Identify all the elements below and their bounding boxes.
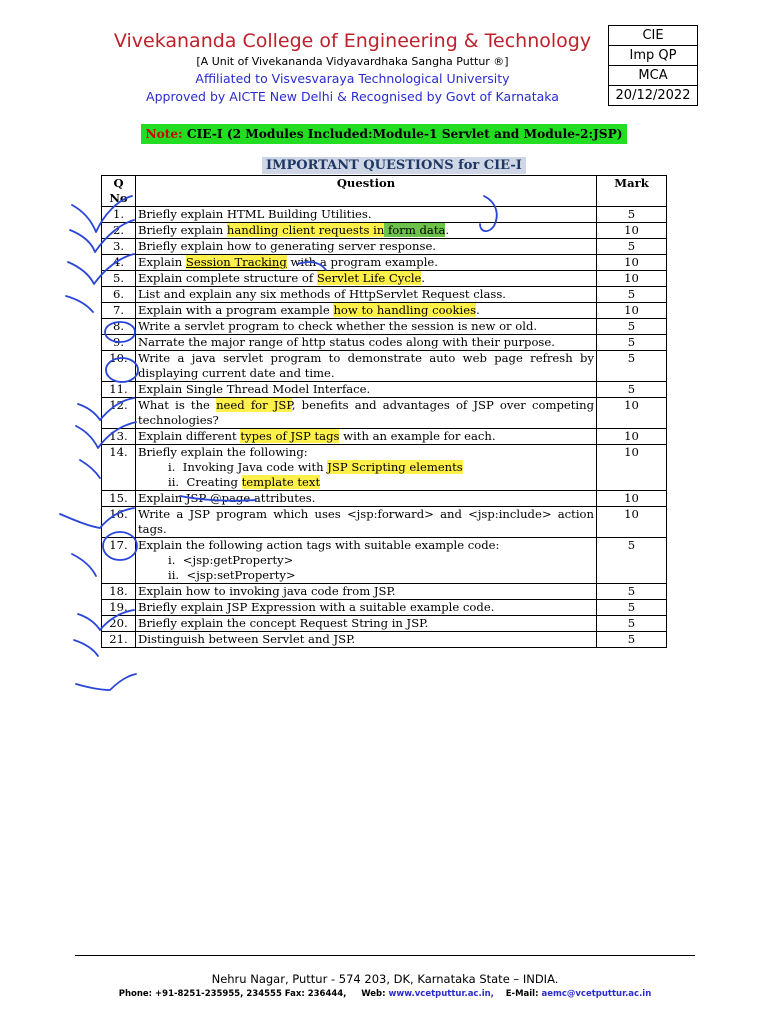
question-mark: 5 — [597, 319, 667, 335]
question-number: 15. — [102, 491, 136, 507]
question-mark: 10 — [597, 271, 667, 287]
question-text-part: Explain with a program example — [138, 303, 334, 317]
footer-web-link[interactable]: www.vcetputtur.ac.in, — [388, 989, 494, 999]
sub-question-text: <jsp:setProperty> — [186, 568, 296, 582]
highlighted-text: form data — [384, 223, 446, 237]
highlighted-text: template text — [241, 475, 321, 489]
question-text-part: Explain — [138, 255, 186, 269]
question-mark: 5 — [597, 382, 667, 398]
sub-question-number: ii. — [168, 568, 180, 582]
question-number: 2. — [102, 223, 136, 239]
question-number: 19. — [102, 600, 136, 616]
question-mark: 5 — [597, 600, 667, 616]
question-mark: 5 — [597, 584, 667, 600]
highlighted-text: need for JSP — [216, 398, 292, 412]
question-text-part: Briefly explain — [138, 223, 227, 237]
footer-phone: Phone: +91-8251-235955, 234555 Fax: 236444, — [118, 989, 347, 999]
question-mark: 10 — [597, 507, 667, 538]
question-text-part: Write a java servlet program to demonstrate auto web page refresh by displaying current date and time. — [138, 351, 594, 380]
question-number: 9. — [102, 335, 136, 351]
question-number: 4. — [102, 255, 136, 271]
col-header-mark: Mark — [597, 176, 667, 207]
question-mark: 10 — [597, 445, 667, 491]
question-number: 1. — [102, 207, 136, 223]
college-name: Vivekananda College of Engineering & Technology — [113, 30, 592, 52]
question-number: 11. — [102, 382, 136, 398]
question-number: 21. — [102, 632, 136, 648]
question-number: 7. — [102, 303, 136, 319]
question-text-part: , benefits and advantages of JSP over competing technologies? — [138, 398, 595, 427]
question-mark: 5 — [597, 287, 667, 303]
question-mark: 10 — [597, 303, 667, 319]
question-text-part: Narrate the major range of http status codes along with their purpose. — [138, 335, 555, 349]
question-number: 10. — [102, 351, 136, 382]
question-text-part: Briefly explain HTML Building Utilities. — [138, 207, 372, 221]
question-number: 18. — [102, 584, 136, 600]
sub-question-text: Invoking Java code with — [182, 460, 328, 474]
highlighted-text: Session Tracking — [185, 255, 287, 269]
question-text-part: . — [445, 223, 450, 237]
question-text-part: . — [476, 303, 480, 317]
question-number: 8. — [102, 319, 136, 335]
highlighted-text: JSP Scripting elements — [327, 460, 463, 474]
question-text-part: Explain how to invoking java code from JSP. — [138, 584, 396, 598]
question-mark: 5 — [597, 239, 667, 255]
affiliation-line: Affiliated to Visvesvaraya Technological University — [195, 71, 510, 86]
question-mark: 5 — [597, 207, 667, 223]
question-text-part: Briefly explain how to generating server response. — [138, 239, 436, 253]
question-number: 13. — [102, 429, 136, 445]
question-text-part: List and explain any six methods of HttpServlet Request class. — [138, 287, 506, 301]
program-label: MCA — [609, 66, 697, 86]
question-text-part: Explain JSP @page attributes. — [138, 491, 316, 505]
question-intro: Explain the following action tags with suitable example code: — [138, 538, 500, 552]
question-number: 16. — [102, 507, 136, 538]
footer-email-label: E-Mail: — [505, 989, 539, 999]
table-title: IMPORTANT QUESTIONS for CIE-I — [262, 157, 526, 174]
highlighted-text: Servlet Life Cycle — [316, 271, 422, 285]
col-header-no: Q No — [102, 176, 136, 207]
note-label: Note: — [145, 127, 183, 141]
highlighted-text: handling client requests in — [226, 223, 385, 237]
question-number: 6. — [102, 287, 136, 303]
question-intro: Briefly explain the following: — [138, 445, 308, 459]
unit-line: [A Unit of Vivekananda Vidyavardhaka Sangha Puttur ®] — [196, 55, 509, 68]
sub-question-text: Creating — [186, 475, 242, 489]
question-text-part: Briefly explain JSP Expression with a suitable example code. — [138, 600, 495, 614]
paper-type: Imp QP — [609, 46, 697, 66]
sub-question-text: <jsp:getProperty> — [182, 553, 294, 567]
question-text-part: Explain different — [138, 429, 241, 443]
sub-question-number: ii. — [168, 475, 180, 489]
footer-web-label: Web: — [361, 989, 386, 999]
highlighted-text: how to handling cookies — [333, 303, 477, 317]
col-header-question: Question — [136, 176, 597, 207]
question-text-part: with an example for each. — [339, 429, 496, 443]
question-number: 17. — [102, 538, 136, 584]
question-mark: 5 — [597, 538, 667, 584]
question-text-part: Briefly explain the concept Request String in JSP. — [138, 616, 429, 630]
question-text-part: Write a JSP program which uses <jsp:forward> and <jsp:include> action tags. — [138, 507, 594, 536]
question-text-part: Distinguish between Servlet and JSP. — [138, 632, 356, 646]
highlighted-text: types of JSP tags — [240, 429, 340, 443]
exam-label: CIE — [609, 26, 697, 46]
question-mark: 10 — [597, 491, 667, 507]
question-text-part: Explain complete structure of — [138, 271, 317, 285]
question-number: 12. — [102, 398, 136, 429]
question-text-part: . — [421, 271, 426, 285]
note-text: CIE-I (2 Modules Included:Module-1 Servlet and Module-2:JSP) — [182, 127, 623, 141]
question-text-part: with a program example. — [286, 255, 438, 269]
question-mark: 10 — [597, 398, 667, 429]
question-mark: 10 — [597, 429, 667, 445]
question-text-part: What is the — [138, 398, 217, 412]
sub-question-number: i. — [168, 460, 176, 474]
question-number: 14. — [102, 445, 136, 491]
question-mark: 10 — [597, 255, 667, 271]
question-mark: 10 — [597, 223, 667, 239]
footer-address: Nehru Nagar, Puttur - 574 203, DK, Karnataka State – INDIA. — [211, 972, 559, 986]
question-number: 3. — [102, 239, 136, 255]
question-number: 20. — [102, 616, 136, 632]
question-text-part: Explain Single Thread Model Interface. — [138, 382, 371, 396]
question-mark: 5 — [597, 351, 667, 382]
footer-email-link[interactable]: aemc@vcetputtur.ac.in — [541, 989, 652, 999]
sub-question-number: i. — [168, 553, 176, 567]
question-mark: 5 — [597, 632, 667, 648]
question-mark: 5 — [597, 616, 667, 632]
question-mark: 5 — [597, 335, 667, 351]
exam-date: 20/12/2022 — [615, 88, 691, 103]
approval-line: Approved by AICTE New Delhi & Recognised by Govt of Karnataka — [146, 89, 559, 104]
question-text-part: Write a servlet program to check whether the session is new or old. — [138, 319, 538, 333]
question-number: 5. — [102, 271, 136, 287]
